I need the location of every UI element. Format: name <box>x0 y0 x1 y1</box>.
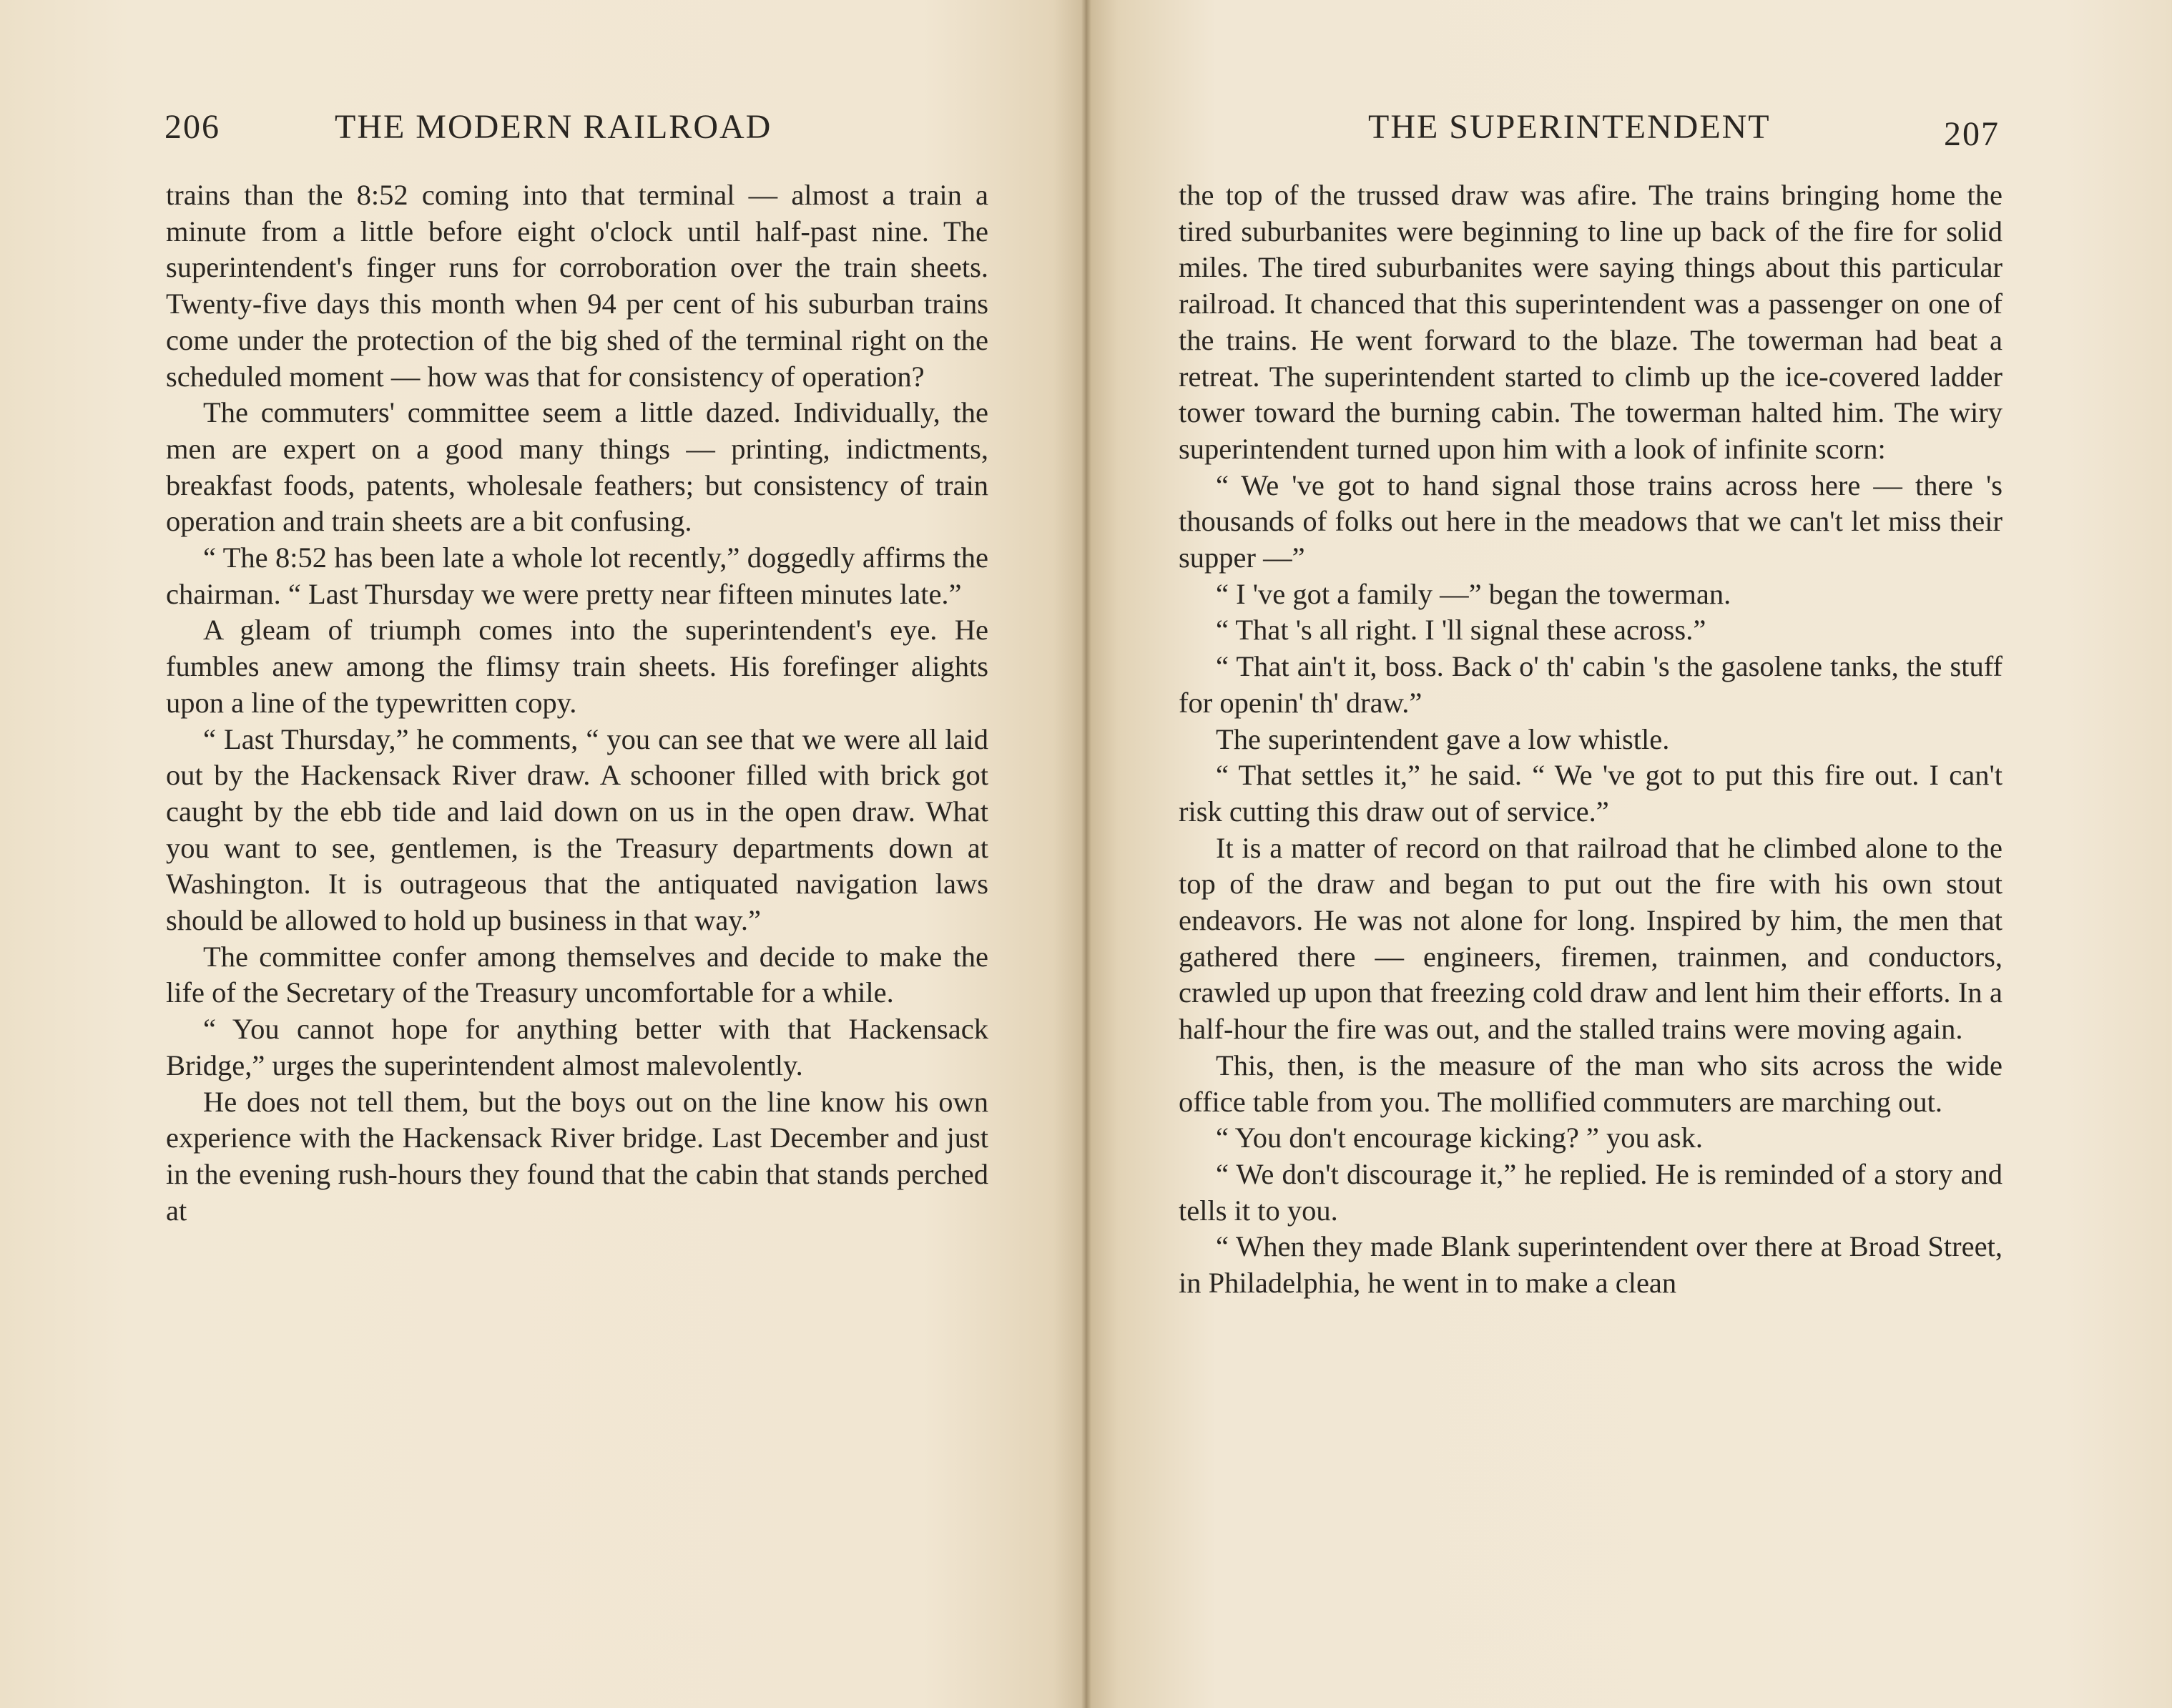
paragraph: “ We don't discourage it,” he replied. He is reminded of a story and tells it to you. <box>1179 1157 2003 1227</box>
page-number-right: 207 <box>1944 115 2000 153</box>
paragraph: It is a matter of record on that railroad that he climbed alone to the top of the draw and began to put out the fire with his own stout endeavors. He was not alone for long. Inspired by him, the men that gathered there — engineers, firemen, trainmen, and conductors, crawled up upon that freezing cold draw and lent him their efforts. In a half-hour the fire was out, and the stalled trains were moving again. <box>1179 831 2003 1046</box>
page-number-left: 206 <box>164 108 220 146</box>
paragraph: “ You cannot hope for anything better with that Hackensack Bridge,” urges the superintendent almost malevolently. <box>166 1013 988 1081</box>
paragraph: The superintendent gave a low whistle. <box>1216 722 1670 755</box>
paragraph: “ We 've got to hand signal those trains across here — there 's thousands of folks out here in the meadows that we can't let miss their supper —” <box>1179 468 2003 574</box>
book-gutter <box>1081 0 1091 1708</box>
paragraph: the top of the trussed draw was afire. The trains bringing home the tired suburbanites were beginning to line up back of the fire for solid miles. The tired suburbanites were saying things about this particular railroad. It chanced that this superintendent was a passenger on one of the trains. He went forward to the blaze. The towerman had beat a retreat. The superintendent started to climb up the ice-covered ladder tower toward the burning cabin. The towerman halted him. The wiry superintendent turned upon him with a look of infinite scorn: <box>1179 179 2003 465</box>
paragraph: He does not tell them, but the boys out on the line know his own experience with the Hackensack River bridge. Last December and just in the evening rush-hours they found that the cabin that stands perched at <box>166 1085 988 1227</box>
paragraph: “ That settles it,” he said. “ We 've got to put this fire out. I can't risk cutting this draw out of service.” <box>1179 759 2003 828</box>
right-page <box>1086 0 2171 1708</box>
running-head-right: THE SUPERINTENDENT <box>1368 108 1771 146</box>
right-page-body <box>1179 177 2003 1302</box>
paragraph: trains than the 8:52 coming into that terminal — almost a train a minute from a little before eight o'clock until half-past nine. The superintendent's finger runs for corroboration over the train sheets. Twenty-five days this month when 94 per cent of his suburban trains come under the protection of the big shed of the terminal right on the scheduled moment — how was that for consistency of operation? <box>166 179 988 393</box>
paragraph: “ You don't encourage kicking? ” you ask. <box>1216 1122 1704 1154</box>
paragraph: “ When they made Blank superintendent over there at Broad Street, in Philadelphia, he went in to make a clean <box>1179 1230 2003 1300</box>
paragraph: The committee confer among themselves and decide to make the life of the Secretary of the Treasury uncomfortable for a while. <box>166 940 988 1009</box>
paragraph: “ The 8:52 has been late a whole lot recently,” doggedly affirms the chairman. “ Last Thursday we were pretty near fifteen minutes late.” <box>166 541 988 610</box>
paragraph: “ That ain't it, boss. Back o' th' cabin 's the gasolene tanks, the stuff for openin' th' draw.” <box>1179 650 2003 719</box>
paragraph: “ That 's all right. I 'll signal these across.” <box>1216 614 1706 647</box>
left-page-body <box>166 177 988 1229</box>
running-head-left: THE MODERN RAILROAD <box>335 108 772 146</box>
paragraph: “ Last Thursday,” he comments, “ you can see that we were all laid out by the Hackensack River draw. A schooner filled with brick got caught by the ebb tide and laid down on us in the open draw. What you want to see, gentlemen, is the Treasury departments down at Washington. It is outrageous that the antiquated navigation laws should be allowed to hold up business in that way.” <box>166 722 988 937</box>
paragraph: “ I 've got a family —” began the towerman. <box>1216 577 1731 610</box>
paragraph: A gleam of triumph comes into the superintendent's eye. He fumbles anew among the flimsy train sheets. His forefinger alights upon a line of the typewritten copy. <box>166 614 988 719</box>
paragraph: The commuters' committee seem a little dazed. Individually, the men are expert on a good many things — printing, indictments, breakfast foods, patents, wholesale feathers; but consistency of train operation and train sheets are a bit confusing. <box>166 396 988 538</box>
paragraph: This, then, is the measure of the man who sits across the wide office table from you. The mollified commuters are marching out. <box>1179 1049 2003 1118</box>
